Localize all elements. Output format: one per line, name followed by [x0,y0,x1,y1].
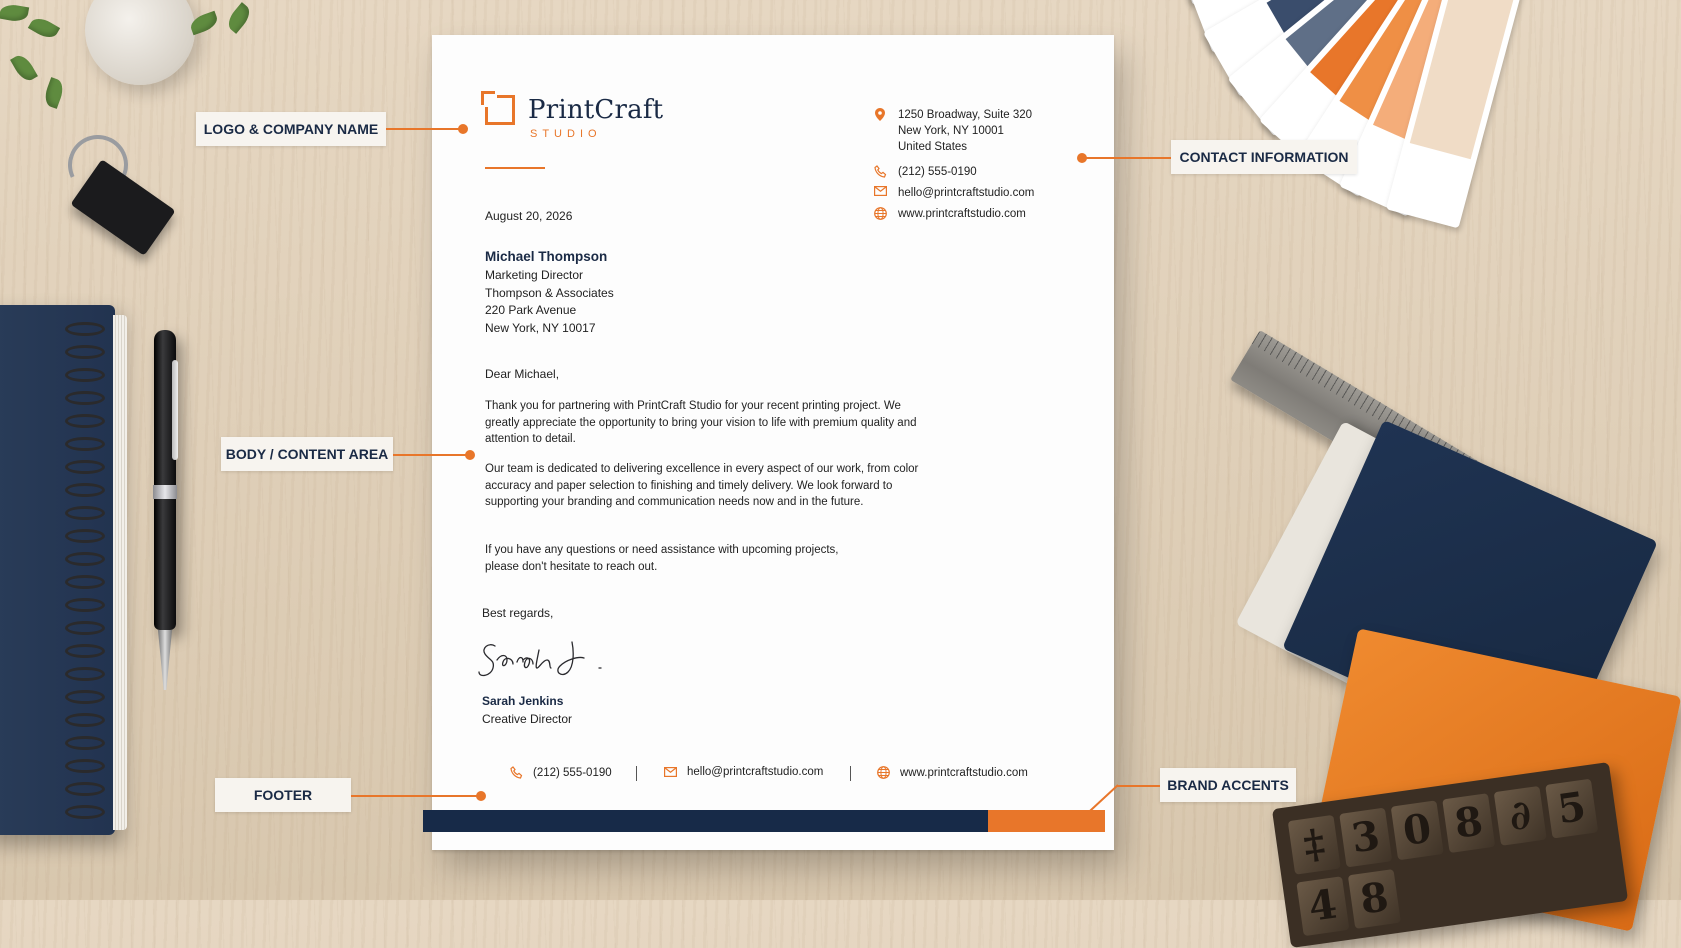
signer-title: Creative Director [482,712,573,726]
callout-leader [351,795,479,797]
pen [150,330,180,690]
callout-dot [458,124,468,134]
letterhead-paper [432,35,1114,850]
recipient-name: Michael Thompson [485,249,608,264]
letter-footer [432,763,1114,785]
recipient-city: New York, NY 10017 [485,320,596,335]
plant-leaf [42,77,67,109]
type-block: 5 [1545,779,1598,839]
contact-email[interactable]: hello@printcraftstudio.com [898,187,1035,199]
recipient-title: Marketing Director [485,268,584,282]
callout-dot [465,450,475,460]
notebook-ring [65,644,105,658]
binder-clip [68,135,178,265]
plant-leaf [224,2,254,34]
notebook-ring [65,437,105,451]
recipient-block [485,247,614,337]
notebook-ring [65,805,105,819]
notebook-ring [65,782,105,796]
address-line-2: New York, NY 10001 [898,125,1004,137]
contact-phone[interactable]: (212) 555-0190 [898,166,977,178]
plant-leaf [0,3,29,24]
globe-icon [872,207,888,220]
salutation: Dear Michael, [485,367,560,381]
phone-icon [872,165,888,178]
plant-pot [85,0,195,85]
globe-icon [877,766,890,779]
notebook-ring [65,345,105,359]
notebook-ring [65,529,105,543]
notebook-ring [65,552,105,566]
notebook-ring [65,713,105,727]
type-block: 8 [1348,869,1401,929]
plant-leaf [10,52,38,84]
notebook-ring [65,322,105,336]
type-block: 0 [1391,800,1444,860]
contact-website[interactable]: www.printcraftstudio.com [898,208,1026,220]
callout-brand-accents: BRAND ACCENTS [1160,768,1296,802]
callout-leader [386,128,462,130]
plant-leaf [28,14,60,42]
notebook-ring [65,621,105,635]
notebook-ring [65,506,105,520]
company-subtitle: STUDIO [530,128,602,140]
notebook-ring [65,598,105,612]
callout-contact-information: CONTACT INFORMATION [1171,140,1357,174]
signer-block [482,692,572,728]
footer-divider [636,766,637,781]
location-pin-icon [872,108,888,121]
notebook-ring [65,368,105,382]
type-block: ‡ [1288,815,1341,875]
body-paragraph: If you have any questions or need assistance with upcoming projects, please don't hesitate to reach out. [485,544,839,573]
notebook-ring [65,736,105,750]
footer-email[interactable]: hello@printcraftstudio.com [687,766,824,778]
notebook-ring [65,690,105,704]
company-name: PrintCraft [528,95,664,125]
logo-square-icon [485,95,515,125]
notebook-ring [65,759,105,773]
callout-dot [1077,153,1087,163]
signer-name: Sarah Jenkins [482,694,564,708]
body-paragraph: Our team is dedicated to delivering excellence in every aspect of our work, from color accuracy and paper selection to finishing and timely delivery. We look forward to supporting your branding and communication needs now and in the future. [485,463,919,508]
footer-divider [850,766,851,781]
recipient-company: Thompson & Associates [485,285,614,300]
mail-icon [664,767,677,777]
closing-line: Best regards, [482,606,554,620]
address-line-1: 1250 Broadway, Suite 320 [898,109,1033,121]
notebook-ring [65,483,105,497]
callout-leader [1082,157,1171,159]
notebook-ring [65,667,105,681]
type-block: 4 [1296,876,1349,936]
handwritten-signature [477,628,627,688]
spiral-notebook [0,305,115,835]
type-block: ∂ [1494,786,1547,846]
callout-leader [393,454,469,456]
type-block: 3 [1339,808,1392,868]
type-block: 8 [1442,793,1495,853]
address-line-3: United States [898,141,968,153]
callout-footer: FOOTER [215,778,351,812]
callout-dot [476,791,486,801]
callout-leader [1117,785,1160,787]
notebook-ring [65,575,105,589]
phone-icon [510,766,523,779]
footer-navy-bar [423,810,988,832]
letter-date: August 20, 2026 [485,209,573,223]
notebook-ring [65,414,105,428]
callout-body-content-area: BODY / CONTENT AREA [221,437,393,471]
recipient-street: 220 Park Avenue [485,303,577,317]
callout-dot [1071,819,1081,829]
body-paragraph: Thank you for partnering with PrintCraft Studio for your recent printing project. We greatly appreciate the opportunity to bring your vision to life with premium quality and attention to detail. [485,400,917,445]
notebook-ring [65,460,105,474]
header-accent-rule [485,167,545,169]
mail-icon [872,186,888,196]
footer-website[interactable]: www.printcraftstudio.com [900,766,1028,779]
notebook-ring [65,391,105,405]
footer-phone[interactable]: (212) 555-0190 [533,766,612,779]
callout-logo-company-name: LOGO & COMPANY NAME [196,112,386,146]
